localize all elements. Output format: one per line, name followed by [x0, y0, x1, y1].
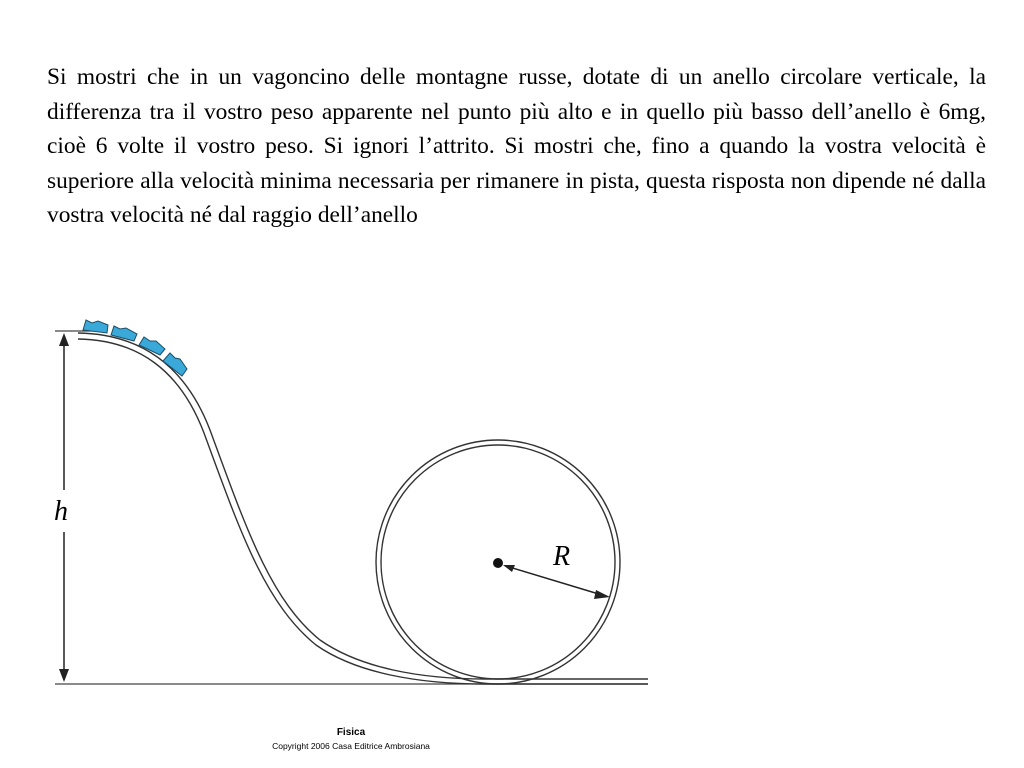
figure-caption-title: Fisica	[336, 727, 366, 738]
radius-arrow-head-center	[503, 565, 515, 572]
figure-copyright: Copyright 2006 Casa Editrice Ambrosiana	[272, 741, 430, 751]
radius-arrow-head-rail	[594, 590, 610, 599]
track-outer-rail	[78, 333, 648, 679]
coaster-car-3	[139, 337, 165, 355]
problem-statement: Si mostri che in un vagoncino delle montagne russe, dotate di un anello circolare verticale, la differenza tra il vostro peso apparente nel punto più alto e in quello più basso dell’anello è 6mg, cioè 6 volte il vostro peso. Si ignori l’attrito. Si mostri che, fino a quando la vostra velocità è superiore alla velocità minima necessaria per rimanere in pista, questa risposta non dipende né dalla vostra velocità né dal raggio dell’anello	[47, 64, 986, 228]
coaster-car-2	[111, 326, 137, 341]
height-label: h	[54, 496, 68, 527]
height-arrow-head-bottom	[59, 669, 69, 682]
track-inner-rail	[78, 339, 648, 684]
loop-center-point	[493, 558, 503, 568]
radius-label: R	[553, 541, 571, 572]
coaster-train	[83, 320, 187, 376]
height-arrow-head-top	[59, 333, 69, 346]
